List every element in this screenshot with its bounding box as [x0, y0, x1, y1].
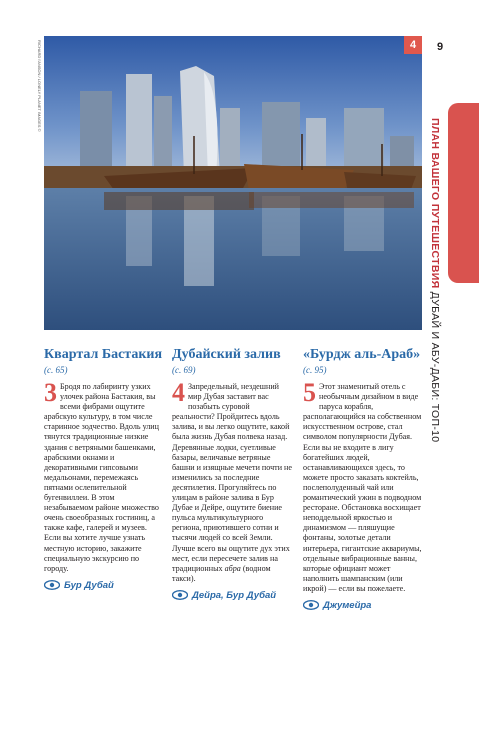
section-title: Квартал Бастакия (с. 65)	[44, 347, 163, 375]
section-burj-al-arab	[303, 347, 423, 611]
section-body: 5 Этот знаменитый отель с необычным дизайном в виде паруса корабля, располагающийся на собственном искусственном острове, стал символом популярности Дубая. Если вы не входите в лигу богатейших людей, останавливающихся здесь, то можете просто заказать коктейль, послеполуденный чай или романтический ужин в подводном ресторане. Обстановка восхищает неподдельной яркостью и динамизмом — пляшущие фонтаны, золотые детали интерьера, гигантские аквариумы, отдельные вибрационные ванны, которые официант может наполнить шампанским (или икрой) — если вы пожелаете.	[303, 378, 422, 593]
chapter-tab	[448, 103, 479, 283]
photo-number-badge: 4	[404, 36, 422, 54]
location-tag: Джумейра	[303, 600, 423, 611]
chapter-title: ПЛАН ВАШЕГО ПУТЕШЕСТВИЯ ДУБАЙ И АБУ-ДАБИ: ТОП-10	[429, 118, 441, 443]
section-title: «Бурдж аль-Араб» (с. 95)	[303, 347, 421, 375]
section-number: 3	[44, 378, 57, 407]
section-dubai-creek	[172, 347, 292, 601]
location-tag: Бур Дубай	[44, 580, 164, 591]
photo-credit: RICHARD I'ANSON / LONELY PLANET IMAGES ©	[37, 40, 42, 132]
photo-dubai-creek	[44, 36, 422, 330]
section-bastakiya	[44, 347, 164, 591]
section-number: 5	[303, 378, 316, 407]
page-reference: (с. 95)	[303, 365, 327, 375]
section-body: 4 Запредельный, нездешний мир Дубая заставит вас позабыть суровой реальности? Пройдитесь вдоль залива, и вы легко ощутите, какой была жизнь Дубая полвека назад. Деревянные лодки, суетливые базары, величавые ветряные башни и изящные мечети почти не изменились за последние десятилетия. Прогуляйтесь по улицам в районе залива в Бур Дубае и Дейре, ощутите биение пульса мультикультурного региона, приютившего сотни и тысячи людей со всей Земли. Лучше всего вы ощутите дух этих мест, если пересечете залив на традиционных абра (водном такси).	[172, 378, 292, 583]
page-number: 9	[437, 41, 444, 53]
page-reference: (с. 65)	[44, 365, 68, 375]
section-title: Дубайский залив (с. 69)	[172, 347, 281, 375]
eye-icon	[172, 590, 188, 600]
eye-icon	[44, 580, 60, 590]
page-reference: (с. 69)	[172, 365, 196, 375]
location-tag: Дейра, Бур Дубай	[172, 590, 292, 601]
section-body: 3 Бродя по лабиринту узких улочек района Бастакия, вы всеми фибрами ощутите арабскую культуру, в том числе старинное зодчество. Вдоль улиц тянутся традиционные низкие здания с ветряными башенками, арабскими окнами и декоративными гипсовыми медальонами, перемежаясь пятнами ослепительной бугенвиллеи. В этом незабываемом районе множество очень своеобразных гостиниц, а также кафе, галерей и музеев. Если вы хотите лучше узнать местную историю, закажите специальную экскурсию по городу.	[44, 378, 159, 573]
eye-icon	[303, 600, 319, 610]
section-number: 4	[172, 378, 185, 407]
